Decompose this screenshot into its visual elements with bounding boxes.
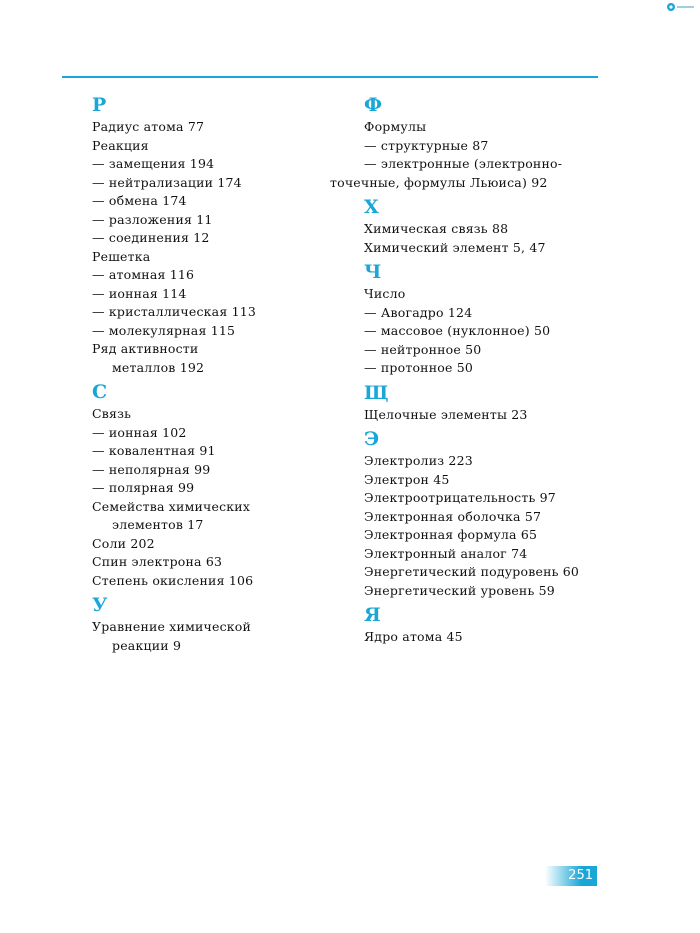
index-letter-heading: Х [364,196,379,218]
index-letter-heading: Щ [364,381,389,404]
index-entry-line: — молекулярная 115 [92,322,236,338]
index-entry [92,248,342,267]
index-entry [92,285,342,304]
index-entry [92,174,342,193]
index-entry-line: — Авогадро 124 [364,304,473,320]
index-entry [92,535,342,554]
index-entry-line: Химическая связь 88 [364,221,509,236]
index-entry [92,192,342,211]
index-entry [364,406,624,425]
index-entry [364,563,624,582]
index-column-right [330,94,624,647]
index-entry [364,118,624,137]
index-entry-line: Электронная формула 65 [364,527,538,542]
index-letter-heading: Ч [364,261,382,283]
index-entry [92,118,342,137]
index-entry [92,553,342,572]
index-entry [92,155,342,174]
index-entry [92,322,342,341]
index-entry-line: — протонное 50 [364,360,474,375]
page-number: 251 [568,868,593,883]
index-entry [364,628,624,647]
index-entry-line: Спин электрона 63 [92,554,223,569]
page-number-badge [545,866,597,886]
index-entry-line: Электроотрицательность 97 [364,490,556,505]
index-entry [364,304,624,323]
index-entry [92,137,342,156]
index-entry-line: Число [364,286,406,301]
index-entry-line: Ядро атома 45 [364,629,463,644]
index-entry-line: Радиус атома 77 [92,119,205,134]
index-entry [364,285,624,304]
index-entry-line: — ионная 114 [92,285,187,301]
index-entry [364,582,624,601]
index-column-left [92,94,342,655]
index-entry-line: Формулы [364,119,427,134]
index-entry [92,572,342,591]
index-entry [364,526,624,545]
index-entry [364,341,624,360]
index-entry-line: — кристаллическая 113 [92,304,257,319]
index-letter-heading: Э [364,428,380,450]
index-entry [92,340,342,377]
index-entry-line: Электронный аналог 74 [364,545,528,561]
index-entry [364,239,624,258]
index-entry-line: — массовое (нуклонное) 50 [364,323,551,338]
index-letter-heading: Я [364,604,381,626]
index-entry-line: — нейтронное 50 [364,341,482,357]
index-entry [364,471,624,490]
index-entry-line: Щелочные элементы 23 [364,406,528,422]
index-entry [92,479,342,498]
index-entry-line: Семейства химических [92,498,251,514]
index-entry-line: Энергетический уровень 59 [364,582,555,598]
index-entry-line: Уравнение химической [92,619,252,634]
index-entry-line: — структурные 87 [364,137,489,153]
index-entry-line: — ковалентная 91 [92,443,216,458]
index-entry-line: — соединения 12 [92,230,210,245]
index-entry-line: Ряд активности [92,341,199,356]
index-entry [92,211,342,230]
index-entry-line: Степень окисления 106 [92,572,254,588]
index-entry-line: Электролиз 223 [364,453,473,468]
index-entry [92,303,342,322]
index-entry-continuation: металлов 192 [112,359,205,375]
index-entry-line: — замещения 194 [92,156,215,171]
index-entry-line: — полярная 99 [92,480,195,495]
index-entry [92,405,342,424]
index-letter-heading: Ф [364,94,383,116]
index-entry [364,545,624,564]
index-entry-line: Решетка [92,248,151,264]
index-entry [364,508,624,527]
header-rule [62,76,598,78]
index-entry-line: Электрон 45 [364,471,450,487]
index-entry [364,220,624,239]
index-entry [92,442,342,461]
index-entry-line: Связь [92,406,132,421]
index-entry [364,489,624,508]
index-entry-line: — электронные (электронно- [364,156,563,171]
index-entry-line: Химический элемент 5, 47 [364,239,546,255]
index-entry-line: — нейтрализации 174 [92,174,242,190]
index-entry [364,137,624,156]
publisher-logo-icon [666,2,696,12]
index-letter-heading: С [92,381,108,403]
index-entry-line: — ионная 102 [92,424,187,440]
index-entry [92,618,342,655]
index-letter-heading: Р [92,94,107,116]
index-entry-line: Электронная оболочка 57 [364,508,542,524]
index-entry [364,322,624,341]
index-entry [92,461,342,480]
index-entry-line: — обмена 174 [92,193,187,208]
index-entry-line: — разложения 11 [92,211,213,227]
index-entry-line: — неполярная 99 [92,461,211,477]
index-entry [364,452,624,471]
index-letter-heading: У [92,594,108,616]
index-entry-continuation: точечные, формулы Льюиса) 92 [330,174,548,190]
index-entry-continuation: реакции 9 [112,637,182,653]
index-entry-continuation: элементов 17 [112,517,204,532]
index-entry [330,155,624,192]
index-entry [92,266,342,285]
index-entry [364,359,624,378]
index-entry-line: — атомная 116 [92,267,195,282]
index-entry [92,229,342,248]
index-entry-line: Энергетический подуровень 60 [364,564,580,579]
index-entry-line: Реакция [92,137,149,153]
index-entry [92,424,342,443]
index-entry-line: Соли 202 [92,535,155,551]
index-entry [92,498,342,535]
